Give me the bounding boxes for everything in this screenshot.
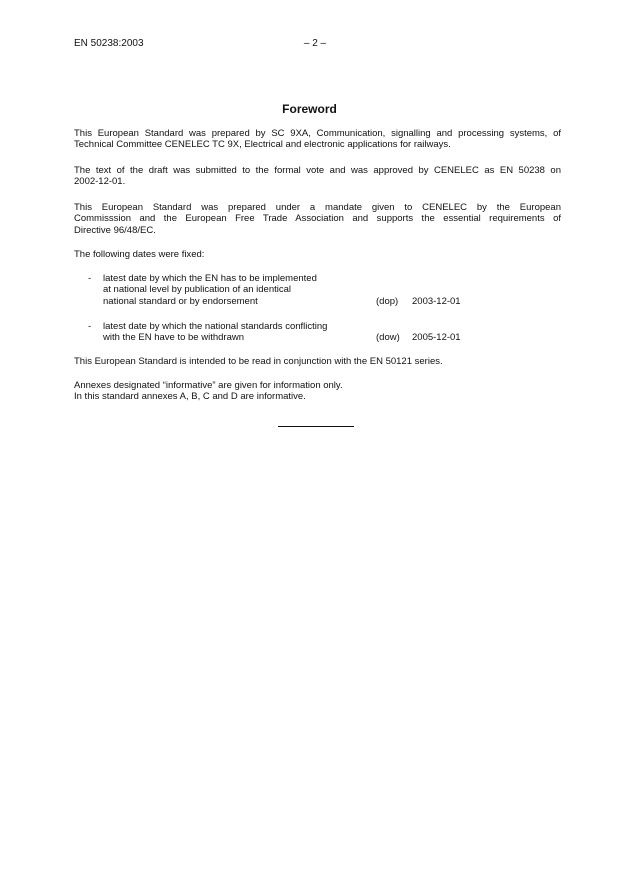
section-title: Foreword	[282, 102, 337, 116]
paragraph-dates-intro	[74, 249, 561, 260]
paragraph-line: 2002-12-01.	[74, 176, 126, 188]
document-id: EN 50238:2003	[74, 38, 144, 49]
list-item-line: with the EN have to be withdrawn	[103, 332, 244, 344]
paragraph-line: Directive 96/48/EC.	[74, 224, 156, 236]
paragraph-annexes	[74, 380, 561, 403]
list-dash: -	[88, 273, 92, 284]
paragraph-line: Annexes designated “informative” are given for information only.	[74, 380, 343, 391]
paragraph-line: Commisssion and the European Free Trade Association and supports the essential requirements of	[74, 213, 561, 225]
list-item-line: at national level by publication of an identical	[103, 284, 292, 296]
paragraph-line: In this standard annexes A, B, C and D are informative.	[74, 391, 306, 403]
paragraph-line: Technical Committee CENELEC TC 9X, Electrical and electronic applications for railways.	[74, 139, 451, 151]
date-value: 2005-12-01	[412, 332, 461, 344]
list-dash: -	[88, 321, 92, 332]
paragraph-conjunction	[74, 356, 561, 367]
list-item-line: latest date by which the EN has to be implemented	[103, 273, 317, 284]
date-abbreviation: (dop)	[376, 295, 399, 307]
list-item-line: national standard or by endorsement	[103, 295, 258, 307]
list-item-line: latest date by which the national standards conflicting	[103, 321, 328, 332]
paragraph-mandate	[74, 202, 561, 236]
page-number: – 2 –	[303, 38, 327, 49]
list-item-text	[103, 321, 327, 344]
list-item-dow	[74, 321, 561, 345]
date-value: 2003-12-01	[412, 295, 461, 307]
paragraph-preparation	[74, 128, 561, 151]
paragraph-line: This European Standard was prepared under a mandate given to CENELEC by the European	[74, 202, 561, 213]
paragraph-line: The following dates were fixed:	[74, 249, 205, 260]
date-abbreviation: (dow)	[376, 332, 400, 344]
section-end-rule	[278, 426, 354, 427]
paragraph-approval	[74, 165, 561, 188]
list-item-dop	[74, 273, 561, 309]
paragraph-line: This European Standard was prepared by SC 9XA, Communication, signalling and processing systems, of	[74, 128, 561, 139]
paragraph-line: The text of the draft was submitted to the formal vote and was approved by CENELEC as EN 50238 on	[74, 165, 561, 176]
paragraph-line: This European Standard is intended to be read in conjunction with the EN 50121 series.	[74, 356, 443, 367]
list-item-text	[103, 273, 317, 307]
